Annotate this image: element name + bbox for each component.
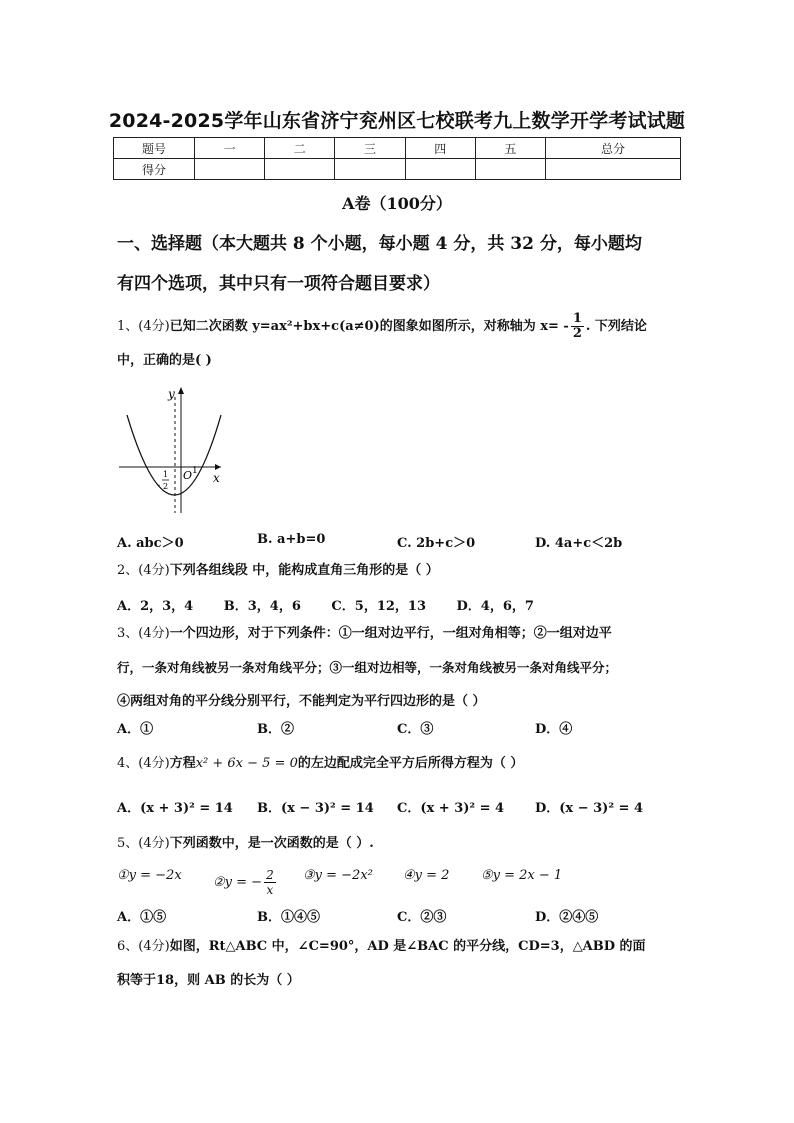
score-header-cell: 五 — [475, 138, 545, 159]
score-cell[interactable] — [335, 159, 405, 180]
option-d[interactable]: D．(x − 3)² = 4 — [535, 801, 643, 816]
question-1-text-b: . 下列结论 — [585, 319, 647, 334]
question-number: 1、(4分) — [117, 319, 170, 334]
score-table-header-row — [114, 138, 681, 159]
question-3-line2: 行，一条对角线被另一条对角线平分；③一组对边相等，一条对角线被另一条对角线平分； — [117, 660, 618, 675]
function-1: ①y = −2x — [117, 868, 182, 883]
option-c[interactable]: C．5，12，13 — [331, 599, 426, 614]
question-3-line1 — [117, 617, 679, 651]
option-b[interactable]: B．② — [257, 722, 294, 737]
function-5: ⑤y = 2x − 1 — [481, 868, 563, 883]
question-5-text: 下列函数中，是一次函数的是（ ）. — [169, 836, 374, 851]
question-4-text-b: 的左边配成完全平方后所得方程为（ ） — [297, 756, 524, 771]
origin-label: O — [183, 469, 193, 482]
question-3 — [117, 617, 679, 719]
option-a[interactable]: A．2，3，4 — [117, 599, 194, 614]
question-4-equation: x² + 6x − 5 = 0 — [195, 756, 298, 771]
question-5 — [117, 827, 679, 861]
option-c[interactable]: C．②③ — [397, 910, 447, 925]
option-d[interactable]: D．②④⑤ — [535, 910, 599, 925]
question-number: 6、(4分) — [117, 939, 170, 954]
score-cell[interactable] — [475, 159, 545, 180]
question-1 — [117, 310, 679, 378]
score-table — [113, 137, 681, 180]
neg-half-sign: - — [157, 481, 161, 491]
question-number: 3、(4分) — [117, 626, 170, 641]
score-cell[interactable] — [265, 159, 335, 180]
score-header-cell: 二 — [265, 138, 335, 159]
fraction — [571, 312, 584, 341]
option-a[interactable]: A．(x + 3)² = 14 — [117, 801, 233, 816]
question-6-line1 — [117, 930, 679, 964]
question-6-text-1: 如图，Rt△ABC 中，∠C=90°，AD 是∠BAC 的平分线，CD=3，△ABD 的面 — [169, 939, 646, 954]
fraction — [264, 868, 276, 897]
score-cell[interactable] — [405, 159, 475, 180]
option-d[interactable]: D．4，6，7 — [456, 599, 534, 614]
fraction-numerator: 2 — [266, 868, 274, 882]
question-3-text-1: 一个四边形，对于下列条件：①一组对边平行，一组对角相等；②一组对边平 — [169, 626, 612, 641]
question-3-line3: ④两组对角的平分线分别平行，不能判定为平行四边形的是（ ） — [117, 694, 486, 709]
y-axis-label: y — [168, 387, 175, 401]
score-row-label: 得分 — [114, 159, 195, 180]
exam-title: 2024-2025学年山东省济宁兖州区七校联考九上数学开学考试试题 — [108, 110, 686, 132]
option-c[interactable]: C．③ — [397, 722, 434, 737]
question-5-functions — [117, 862, 687, 897]
option-b[interactable]: B．①④⑤ — [257, 910, 320, 925]
option-d[interactable]: D．④ — [535, 722, 573, 737]
x-axis-arrow — [215, 464, 221, 470]
part1-heading-line1: 一、选择题（本大题共 8 个小题，每小题 4 分，共 32 分，每小题均 — [117, 234, 642, 254]
score-table-score-row — [114, 159, 681, 180]
question-3-options — [117, 718, 687, 738]
option-d[interactable]: D. 4a+c＜2b — [535, 536, 623, 551]
parabola-curve — [127, 415, 221, 495]
option-c[interactable]: C．(x + 3)² = 4 — [397, 801, 505, 816]
part1-heading-line2: 有四个选项，其中只有一项符合题目要求） — [117, 274, 440, 294]
parabola-graph — [117, 385, 227, 517]
question-4-options — [117, 797, 687, 817]
question-4 — [117, 747, 679, 781]
question-4-text-a: 方程 — [169, 756, 196, 771]
question-1-line1 — [117, 310, 679, 344]
option-a[interactable]: A. abc＞0 — [117, 536, 184, 551]
score-cell[interactable] — [546, 159, 681, 180]
question-6 — [117, 930, 679, 998]
fraction-denominator: x — [266, 883, 274, 897]
score-header-cell: 四 — [405, 138, 475, 159]
option-b[interactable]: B．3，4，6 — [223, 599, 301, 614]
option-b[interactable]: B. a+b=0 — [257, 532, 326, 547]
option-b[interactable]: B．(x − 3)² = 14 — [257, 801, 374, 816]
score-cell[interactable] — [195, 159, 265, 180]
question-1-line2: 中，正确的是( ) — [117, 353, 212, 368]
question-2-options — [117, 595, 687, 614]
question-6-line2: 积等于18，则 AB 的长为（ ） — [117, 973, 300, 988]
part1-heading — [117, 224, 687, 304]
neg-half-denominator: 2 — [163, 482, 169, 491]
question-2 — [117, 554, 679, 588]
fraction-numerator: 1 — [572, 311, 582, 326]
question-number: 2、(4分) — [117, 563, 170, 578]
score-header-cell: 三 — [335, 138, 405, 159]
option-a[interactable]: A．① — [117, 722, 154, 737]
question-5-options — [117, 906, 687, 926]
question-1-text-a: 已知二次函数 y=ax²+bx+c(a≠0)的图象如图所示，对称轴为 x= - — [169, 319, 569, 334]
score-header-cell: 一 — [195, 138, 265, 159]
neg-half-numerator: 1 — [163, 470, 169, 479]
function-3: ③y = −2x² — [303, 868, 373, 883]
question-2-text: 下列各组线段 中，能构成直角三角形的是（ ） — [169, 563, 439, 578]
question-number: 5、(4分) — [117, 836, 170, 851]
option-a[interactable]: A．①⑤ — [117, 910, 167, 925]
function-4: ④y = 2 — [403, 868, 450, 883]
question-1-options — [117, 532, 687, 552]
fraction-denominator: 2 — [572, 326, 582, 341]
function-2 — [213, 868, 278, 897]
question-number: 4、(4分) — [117, 756, 170, 771]
score-header-cell: 总分 — [546, 138, 681, 159]
unit-label: 1 — [192, 466, 198, 476]
function-2-text: ②y = − — [213, 875, 263, 890]
y-axis-arrow — [178, 387, 184, 394]
section-a-heading: A卷（100分） — [342, 194, 452, 213]
x-axis-label: x — [213, 471, 220, 485]
score-header-cell: 题号 — [114, 138, 195, 159]
option-c[interactable]: C. 2b+c＞0 — [397, 536, 476, 551]
